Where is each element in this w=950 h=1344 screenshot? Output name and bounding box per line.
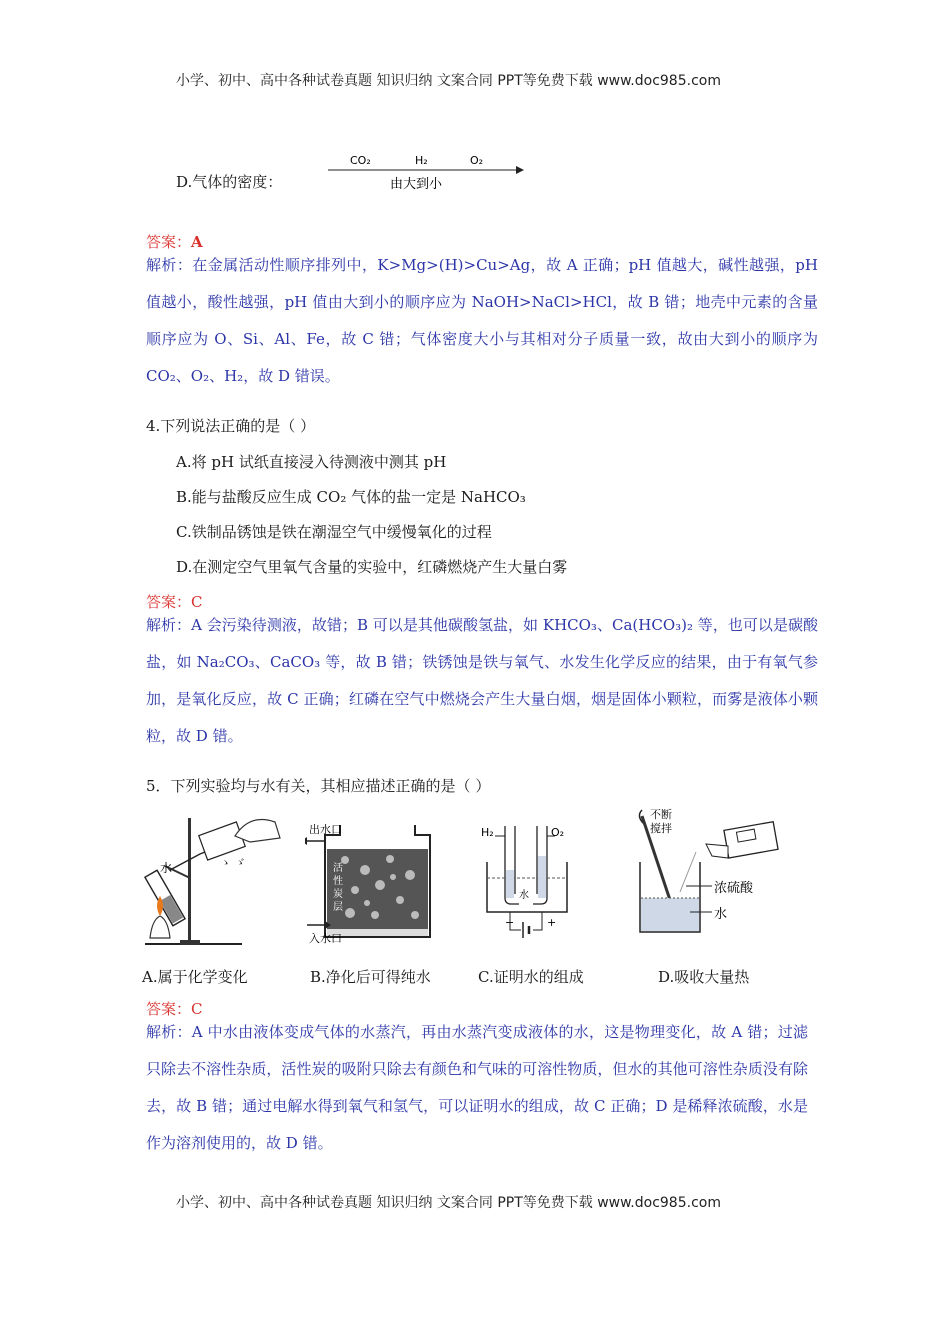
layer-char-2: 性: [333, 876, 343, 887]
outlet-arrow-icon: [305, 837, 307, 845]
layer-char-1: 活: [333, 863, 343, 874]
beaker-water: [641, 898, 699, 931]
layer-char-3: 炭: [333, 889, 343, 900]
right-water: [538, 856, 546, 898]
acid-label: 浓硫酸: [714, 881, 754, 896]
stir-label-1: 不断: [650, 808, 672, 821]
q4-explanation: 解析：A 会污染待测液，故错；B 可以是其他碳酸氢盐，如 KHCO₃、Ca(HCO₃)₂ 等，也可以是碳酸盐，如 Na₂CO₃、CaCO₃ 等，故 B 错；铁锈蚀是铁与氧气、水发生化学反应的结果，由于有氧气参加，是氧化反应，故 C 正确；红磷在空气中燃烧会产生大量白烟，烟是固体小颗粒，而雾是液体小颗粒，故 D 错。: [146, 616, 818, 745]
answer-value: C: [191, 1000, 203, 1018]
caption-b: B.净化后可得纯水: [310, 968, 431, 986]
plus-label: +: [547, 916, 557, 929]
page-header: 小学、初中、高中各种试卷真题 知识归纳 文案合同 PPT等免费下载 www.doc985.com: [176, 73, 721, 89]
h2-label: H₂: [481, 826, 494, 839]
circuit-wire: [510, 912, 542, 930]
arrow-item-o2: O₂: [470, 154, 484, 167]
page-footer: 小学、初中、高中各种试卷真题 知识归纳 文案合同 PPT等免费下载 www.doc985.com: [176, 1195, 721, 1211]
answer-label: 答案：: [146, 593, 192, 611]
density-arrow-diagram: [320, 148, 530, 196]
water-label: 水: [714, 907, 728, 922]
caption-a: A.属于化学变化: [142, 968, 248, 986]
q4-option-b: B.能与盐酸反应生成 CO₂ 气体的盐一定是 NaHCO₃: [176, 488, 526, 506]
water-label: 水: [519, 890, 529, 901]
gravel-layer: [327, 929, 428, 936]
q5-stem: 5．下列实验均与水有关，其相应描述正确的是（ ）: [146, 777, 491, 795]
outlet-label: 出水口: [309, 823, 342, 836]
caption-d: D.吸收大量热: [658, 968, 750, 986]
q3-explanation: 解析：在金属活动性顺序排列中，K>Mg>(H)>Cu>Ag，故 A 正确；pH 值越大，碱性越强，pH 值越小，酸性越强，pH 值由大到小的顺序应为 NaOH>NaCl>HCl，故 B 错；地壳中元素的含量顺序应为 O、Si、Al、Fe，故 C 错；气体密度大小与其相对分子质量一致，故由大到小的顺序为 CO₂、O₂、H₂，故 D 错误。: [146, 256, 818, 385]
bottle-neck: [706, 844, 728, 858]
lamp-icon: [150, 916, 170, 938]
stand-rod: [188, 818, 191, 944]
q4-option-c: C.铁制品锈蚀是铁在潮湿空气中缓慢氧化的过程: [176, 523, 492, 541]
stand-base: [180, 940, 200, 945]
caption-c: C.证明水的组成: [478, 968, 584, 986]
answer-value: A: [191, 233, 203, 251]
figure-d-dilution: [630, 806, 785, 941]
inlet-label: 入水口: [309, 932, 342, 945]
answer-value: C: [191, 593, 203, 611]
arrow-caption: 由大到小: [390, 177, 443, 192]
figure-c-electrolysis: [475, 820, 585, 945]
figure-b-filter: [305, 815, 440, 945]
figure-a-heating: [140, 808, 290, 950]
minus-label: −: [505, 916, 515, 929]
glass-plate: [199, 822, 245, 860]
trough: [487, 862, 567, 912]
arrow-item-co2: CO₂: [350, 154, 371, 167]
left-water: [506, 870, 514, 898]
q4-stem: 4.下列说法正确的是（ ）: [146, 417, 316, 435]
arrow-head-icon: [516, 166, 524, 174]
q4-option-d: D.在测定空气里氧气含量的实验中，红磷燃烧产生大量白雾: [176, 558, 568, 576]
stir-label-2: 搅拌: [650, 822, 672, 835]
arrow-item-h2: H₂: [415, 154, 428, 167]
q4-option-a: A.将 pH 试纸直接浸入待测液中测其 pH: [176, 453, 447, 471]
answer-label: 答案：: [146, 1000, 192, 1018]
answer-label: 答案：: [146, 233, 192, 251]
q3-option-d: D.气体的密度：: [176, 173, 283, 191]
water-label: 水: [160, 861, 173, 875]
o2-label: O₂: [551, 826, 565, 839]
hand-icon: [235, 819, 280, 842]
steam-icon: ゝ ゞ: [220, 856, 246, 869]
layer-char-4: 层: [333, 902, 343, 913]
q5-explanation: 解析：A 中水由液体变成气体的水蒸汽，再由水蒸汽变成液体的水，这是物理变化，故 A 错；过滤只除去不溶性杂质，活性炭的吸附只除去有颜色和气味的可溶性物质，但水的其他可溶性杂质没有除去，故 B 错；通过电解水得到氧气和氢气，可以证明水的组成，故 C 正确；D 是稀释浓硫酸，水是作为溶剂使用的，故 D 错。: [146, 1023, 808, 1152]
